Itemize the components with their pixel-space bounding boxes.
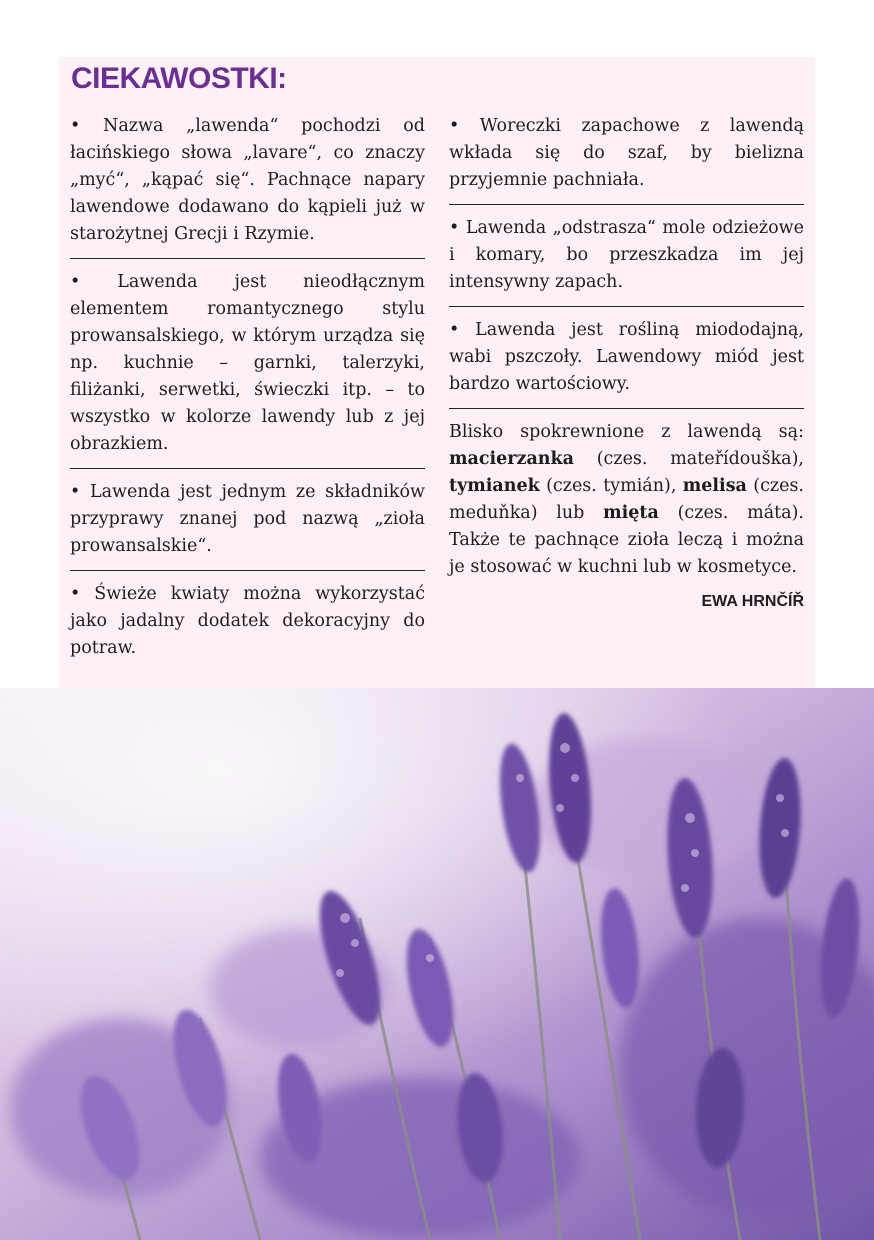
fact-item: • Lawenda jest rośliną miododajną, wabi pszczoły. Lawendowy miód jest bardzo wartościowy. <box>449 320 804 394</box>
herb-czech: (czes. máta). Także te pachnące zioła leczą i można je stosować w kuchni lub w kosmetyce. <box>449 503 804 577</box>
right-column <box>449 113 804 611</box>
divider <box>449 306 804 307</box>
divider <box>449 408 804 409</box>
herb-czech: (czes. mateřídouška), <box>573 449 804 469</box>
related-intro: Blisko spokrewnione z lawendą są: <box>449 422 804 442</box>
divider <box>70 570 425 571</box>
fact-item: • Świeże kwiaty można wykorzystać jako jadalny dodatek dekoracyjny do potraw. <box>70 584 425 658</box>
divider <box>70 258 425 259</box>
fact-item: • Nazwa „lawenda“ pochodzi od łacińskiego słowa „lavare“, co znaczy „myć“, „kąpać się“. Pachnące napary lawendowe dodawano do kąpieli już w starożytnej Grecji i Rzymie. <box>70 116 425 244</box>
herb-name: mięta <box>603 503 659 523</box>
herb-name: tymianek <box>449 476 540 496</box>
herb-czech: (czes. meduňka) lub <box>449 476 804 523</box>
fact-item: • Lawenda „odstrasza“ mole odzieżowe i komary, bo przeszkadza im jej intensywny zapach. <box>449 218 804 292</box>
divider <box>70 468 425 469</box>
fact-item: • Woreczki zapachowe z lawendą wkłada się do szaf, by bielizna przyjemnie pachniała. <box>449 116 804 190</box>
lavender-photo <box>0 688 874 1240</box>
divider <box>449 204 804 205</box>
fact-item: • Lawenda jest nieodłącznym elementem romantycznego stylu prowansalskiego, w którym urządza się np. kuchnie – garnki, talerzyki, filiżanki, serwetki, świeczki itp. – to wszystko w kolorze lawendy lub z jej obrazkiem. <box>70 272 425 454</box>
left-column <box>70 113 425 672</box>
related-herbs-paragraph <box>449 419 804 591</box>
fact-item: • Lawenda jest jednym ze składników przyprawy znanej pod nazwą „zioła prowansalskie“. <box>70 482 425 556</box>
herb-name: macierzanka <box>449 449 574 469</box>
author-name: EWA HRNČÍŘ <box>701 593 804 610</box>
page-heading: CIEKAWOSTKI: <box>71 62 287 95</box>
herb-czech: (czes. tymián), <box>539 476 683 496</box>
herb-name: melisa <box>682 476 747 496</box>
